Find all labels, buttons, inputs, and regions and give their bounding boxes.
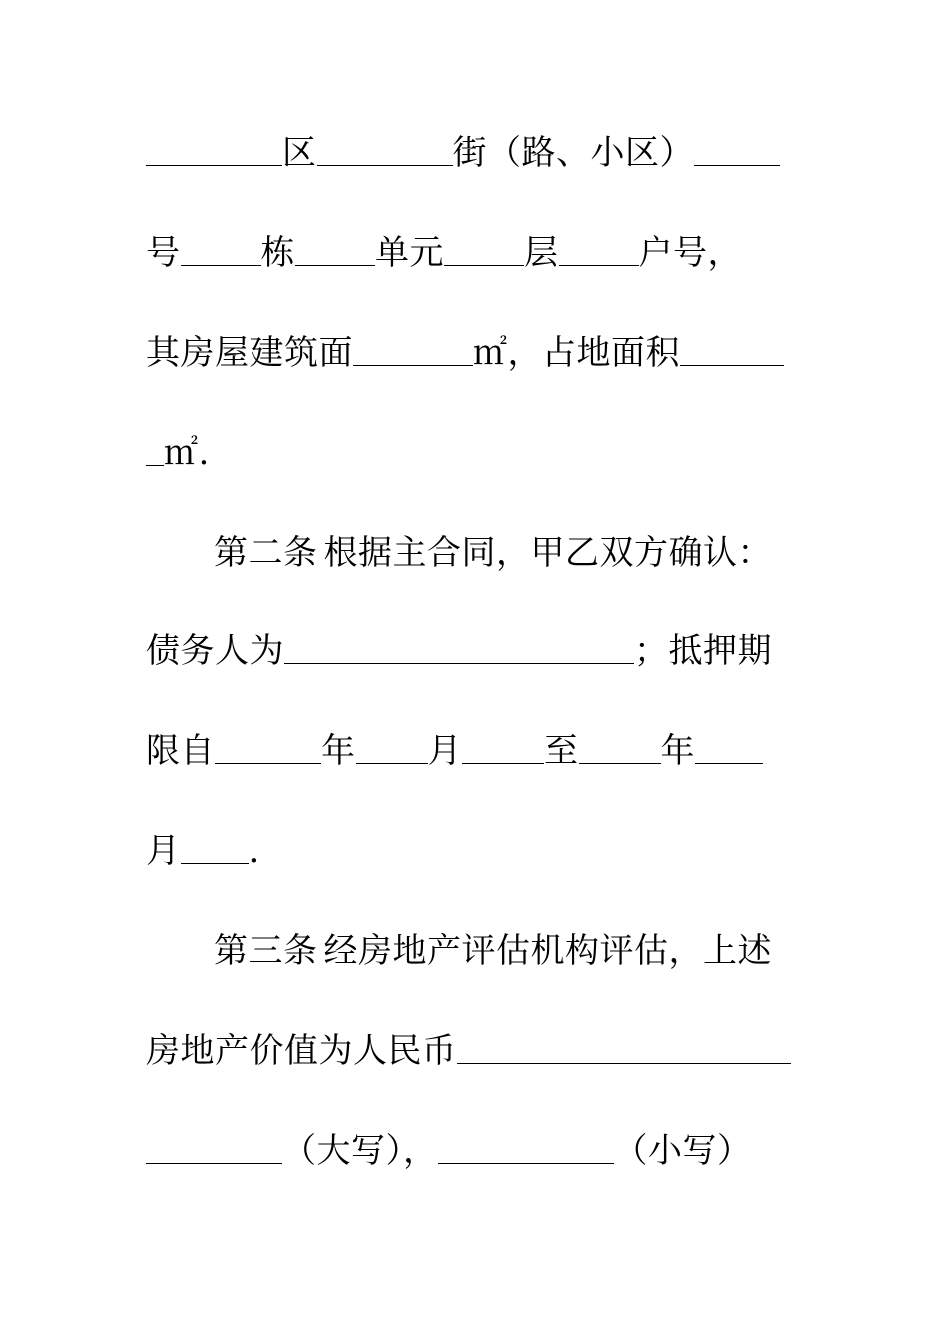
line-debtor [146, 626, 806, 676]
article-three-heading [214, 926, 874, 976]
start-year-blank[interactable] [215, 762, 321, 764]
land-area-blank[interactable] [680, 364, 784, 366]
line-address-district [146, 128, 806, 178]
line-area [146, 328, 806, 378]
district-blank[interactable] [146, 164, 282, 166]
article-two-text: 根据主合同，甲乙双方确认： [323, 533, 772, 573]
building-blank[interactable] [181, 264, 261, 266]
building-area-blank[interactable] [353, 364, 473, 366]
lowercase-amount-blank[interactable] [438, 1162, 614, 1164]
end-day-blank[interactable] [181, 862, 249, 864]
line-value-amounts [146, 1126, 806, 1176]
unit-label: 单元 [375, 233, 444, 273]
building-area-label: 其房屋建筑面 [146, 333, 353, 373]
number-label: 号 [146, 233, 181, 273]
line-period-end [146, 826, 806, 876]
building-label: 栋 [260, 233, 295, 273]
article-three-text: 经房地产评估机构评估，上述 [323, 931, 772, 971]
period-from-label: 限自 [146, 731, 215, 771]
land-area-label: 占地面积 [542, 333, 680, 373]
debtor-label: 债务人为 [146, 631, 284, 671]
start-month-label: 月 [427, 731, 462, 771]
land-area-unit: ㎡. [164, 433, 210, 473]
period-to-label: 至 [544, 731, 579, 771]
room-label: 户号， [638, 233, 742, 273]
mortgage-period-label: ；抵押期 [634, 631, 772, 671]
land-area-blank-cont[interactable] [146, 464, 164, 466]
start-month-blank[interactable] [356, 762, 428, 764]
building-area-unit: ㎡， [473, 333, 542, 373]
article-two-number: 第二条 [214, 533, 318, 573]
end-year-blank[interactable] [579, 762, 661, 764]
unit-blank[interactable] [295, 264, 375, 266]
period-end-dot: . [248, 831, 260, 871]
article-two-heading [214, 528, 874, 578]
floor-label: 层 [524, 233, 559, 273]
district-label: 区 [282, 133, 317, 173]
start-day-blank[interactable] [462, 762, 544, 764]
end-year-label: 年 [660, 731, 695, 771]
street-blank[interactable] [317, 164, 453, 166]
uppercase-amount-blank[interactable] [146, 1162, 282, 1164]
uppercase-label: （大写）， [282, 1131, 438, 1171]
debtor-blank[interactable] [284, 662, 634, 664]
lowercase-label: （小写） [613, 1131, 752, 1171]
line-value [146, 1026, 806, 1076]
value-blank[interactable] [457, 1062, 791, 1064]
number-blank[interactable] [694, 164, 780, 166]
line-area-end [146, 428, 806, 478]
room-blank[interactable] [559, 264, 639, 266]
end-month-label: 月 [146, 831, 181, 871]
end-month-blank[interactable] [695, 762, 763, 764]
street-label: 街（路、小区） [452, 133, 694, 173]
floor-blank[interactable] [444, 264, 524, 266]
start-year-label: 年 [321, 731, 356, 771]
value-label: 房地产价值为人民币 [146, 1031, 457, 1071]
line-period [146, 726, 806, 776]
article-three-number: 第三条 [214, 931, 318, 971]
line-address-building [146, 228, 806, 278]
